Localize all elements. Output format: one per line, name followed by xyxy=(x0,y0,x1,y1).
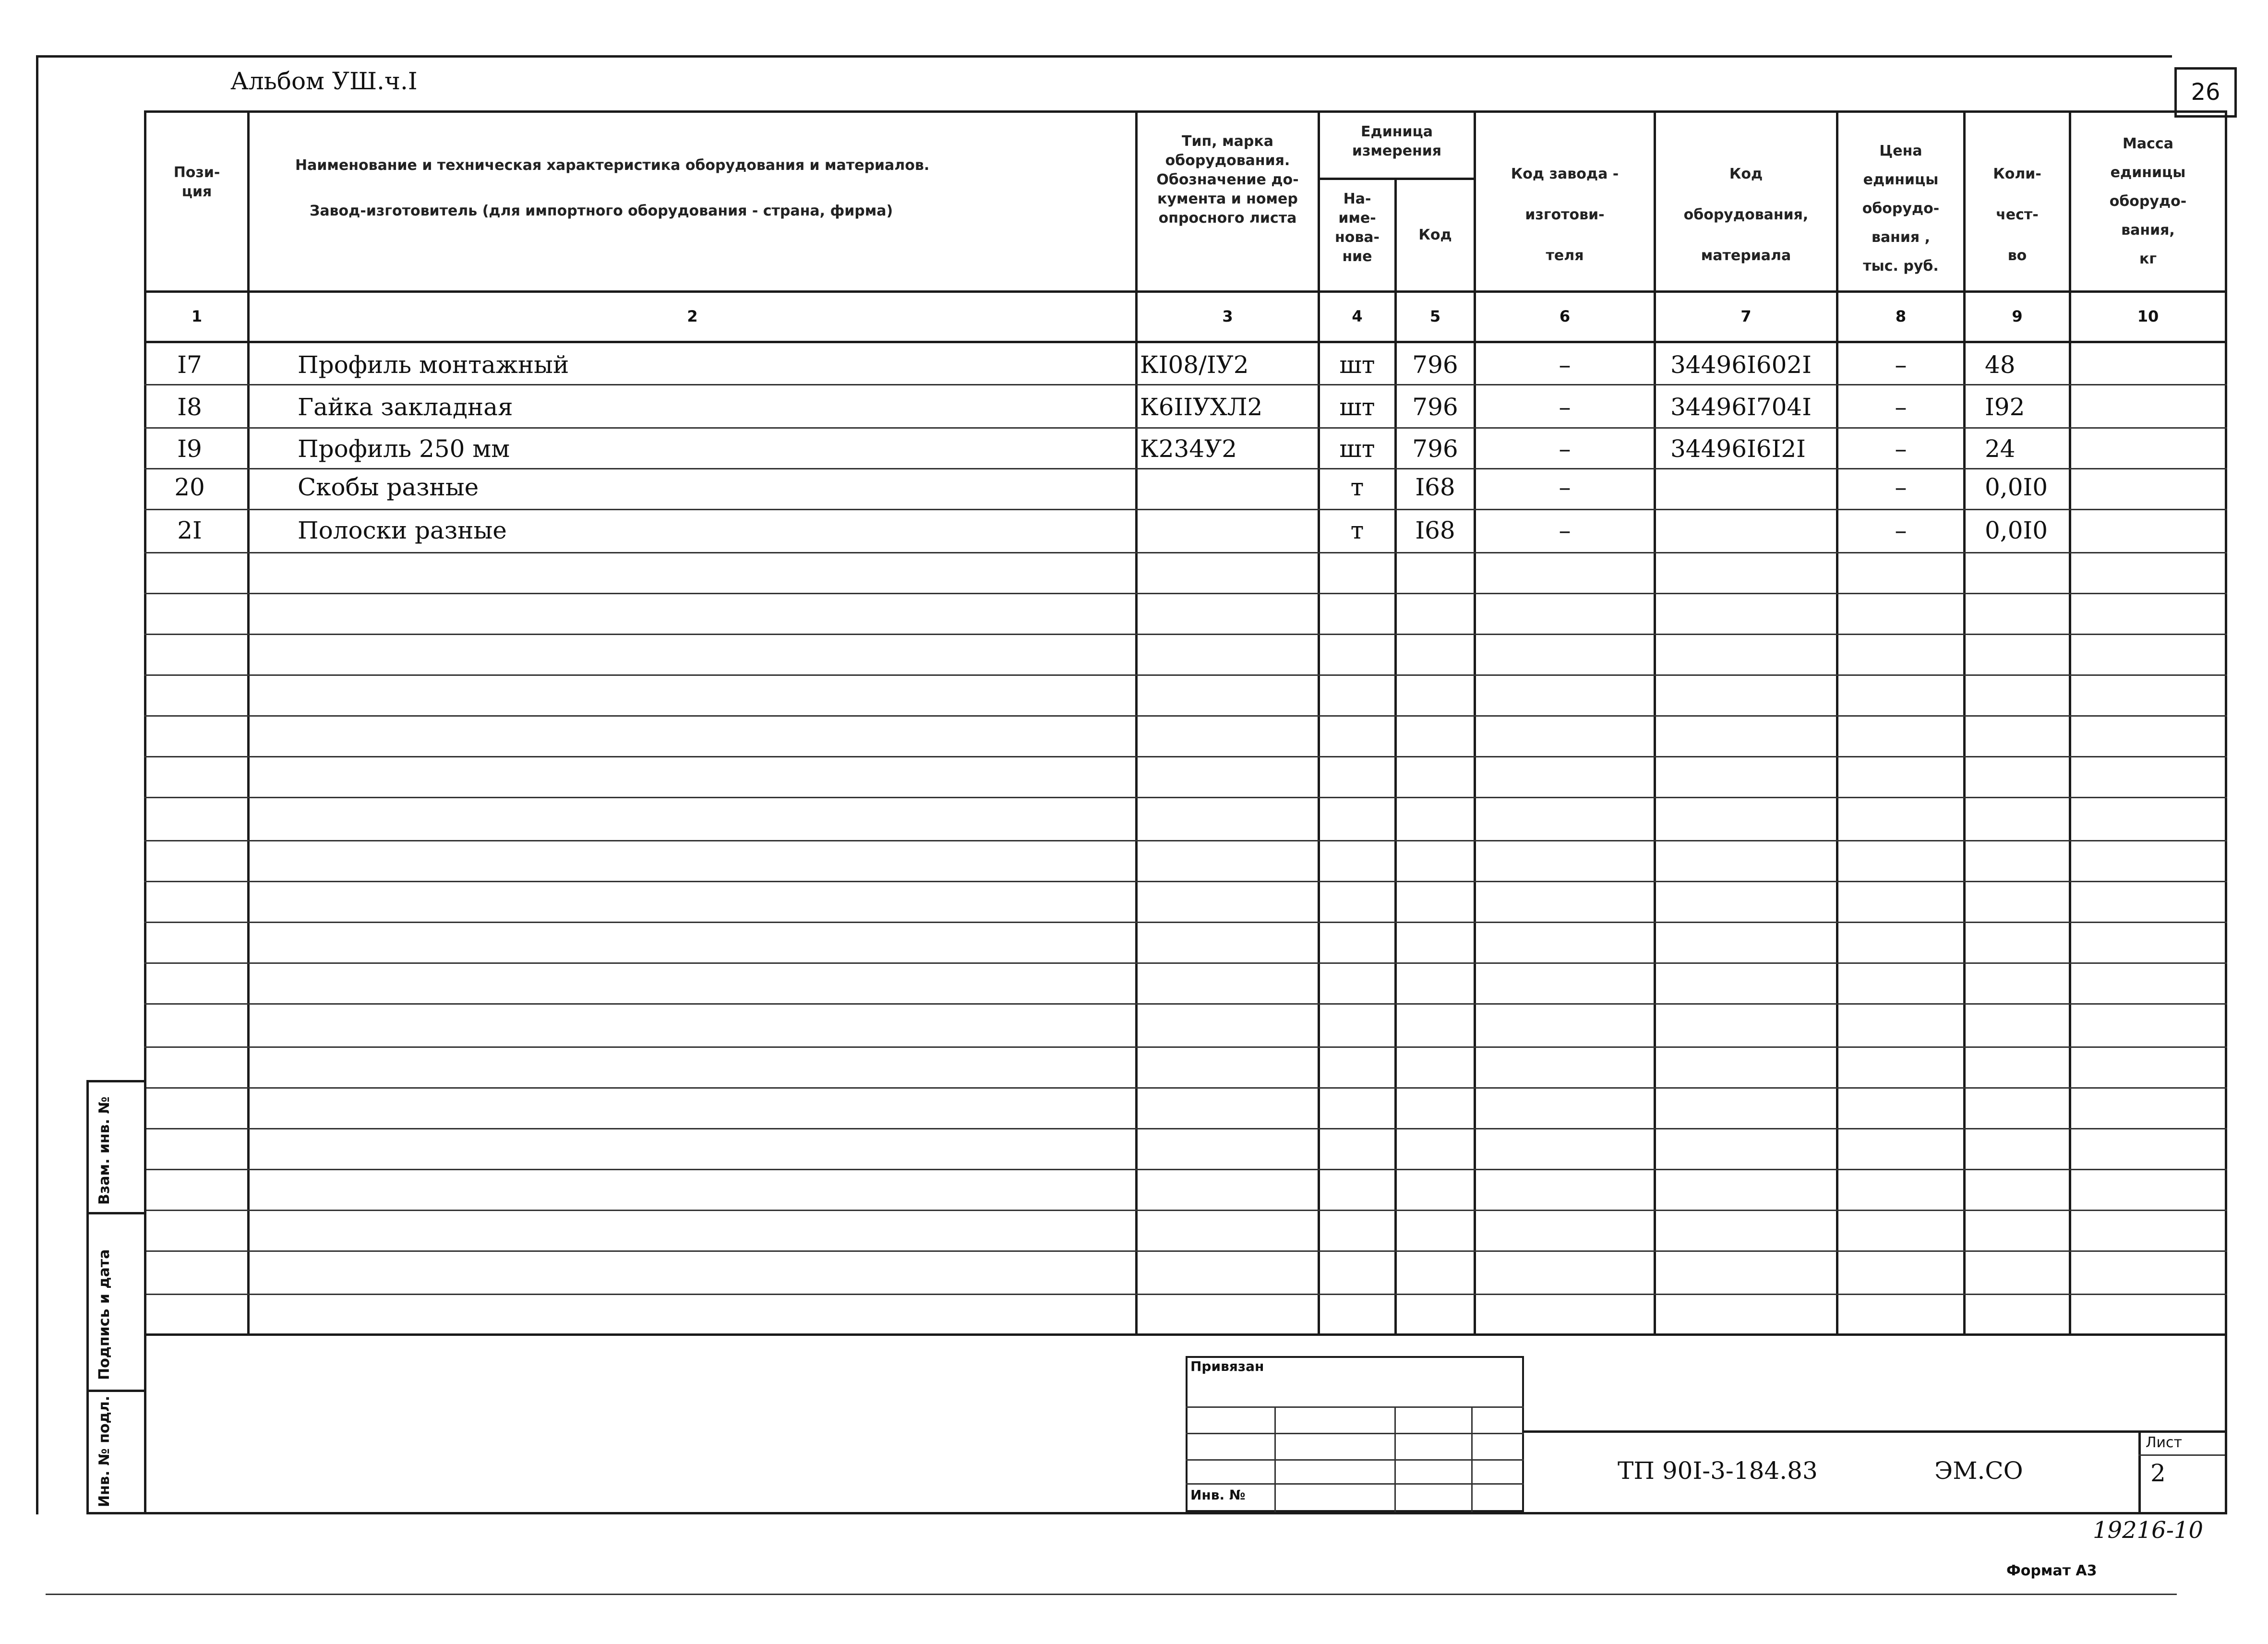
cell-price: – xyxy=(1895,393,1907,421)
header-equipment-code: Код оборудования, материала xyxy=(1683,166,1809,264)
col-divider-3 xyxy=(1318,110,1320,1334)
sheet-number: 2 xyxy=(2150,1459,2166,1487)
col-divider-5 xyxy=(1474,110,1476,1334)
cell-position: I7 xyxy=(177,351,202,379)
side-block-divider-1 xyxy=(86,1212,146,1214)
row-line xyxy=(144,881,2227,882)
document-code: ТП 90I-3-184.83 xyxy=(1618,1457,1818,1485)
cell-name: Скобы разные xyxy=(298,473,479,501)
cell-quantity: 0,0I0 xyxy=(1985,473,2048,501)
row-line xyxy=(144,1046,2227,1048)
sheet-box-divider xyxy=(2138,1454,2225,1456)
cell-unit: шт xyxy=(1339,351,1375,379)
header-unit-name: На- име- нова- ние xyxy=(1334,191,1380,265)
table-bottom xyxy=(144,1333,2227,1336)
cell-factory-code: – xyxy=(1559,435,1571,463)
side-block-top xyxy=(86,1080,146,1082)
col-number-8: 8 xyxy=(1895,307,1907,325)
col-divider-1 xyxy=(247,110,250,1334)
col-divider-7 xyxy=(1836,110,1838,1334)
row-line xyxy=(144,552,2227,553)
cell-quantity: 48 xyxy=(1985,351,2016,379)
cell-unit-code: 796 xyxy=(1412,351,1458,379)
handwritten-number: 19216-10 xyxy=(2093,1517,2203,1544)
cell-type: К6IIУХЛ2 xyxy=(1140,393,1263,421)
header-name-line2: Завод-изготовитель (для импортного оборудования - страна, фирма) xyxy=(310,203,893,219)
row-line xyxy=(144,674,2227,676)
stamp-line xyxy=(1186,1433,1524,1434)
sheet-code: ЭМ.СО xyxy=(1934,1457,2023,1485)
row-line xyxy=(144,840,2227,841)
stamp-line xyxy=(1186,1483,1524,1485)
side-label-vzam: Взам. инв. № xyxy=(96,1096,113,1205)
stamp-line xyxy=(1186,1459,1524,1461)
row-line xyxy=(144,1003,2227,1005)
col-number-5: 5 xyxy=(1429,307,1441,325)
row-line xyxy=(144,427,2227,429)
cell-price: – xyxy=(1895,351,1907,379)
header-type: Тип, марка оборудования. Обозначение до- кумента и номер опросного листа xyxy=(1156,133,1299,227)
header-price: Цена единицы оборудо- вания , тыс. руб. xyxy=(1862,143,1940,275)
side-label-podpis: Подпись и дата xyxy=(96,1249,113,1380)
col-divider-9 xyxy=(2069,110,2071,1334)
stamp-col xyxy=(1274,1406,1276,1512)
cell-price: – xyxy=(1895,473,1907,501)
col-number-3: 3 xyxy=(1222,307,1233,325)
row-line xyxy=(144,715,2227,717)
cell-name: Профиль монтажный xyxy=(298,351,569,379)
cell-position: 20 xyxy=(174,473,205,501)
cell-equipment-code: 34496I704I xyxy=(1670,393,1812,421)
row-line xyxy=(144,1169,2227,1170)
col-number-1: 1 xyxy=(191,307,203,325)
row-line xyxy=(144,797,2227,798)
col-number-9: 9 xyxy=(2012,307,2023,325)
header-position: Пози- ция xyxy=(173,164,220,200)
cell-position: I8 xyxy=(177,393,202,421)
col-divider-2 xyxy=(1135,110,1138,1334)
cell-unit-code: 796 xyxy=(1412,435,1458,463)
col-divider-8 xyxy=(1963,110,1966,1334)
row-line xyxy=(144,1294,2227,1295)
cell-unit-code: I68 xyxy=(1415,473,1455,501)
bottom-trim-line xyxy=(46,1594,2177,1595)
cell-factory-code: – xyxy=(1559,393,1571,421)
format-label: Формат А3 xyxy=(2006,1562,2097,1579)
row-line xyxy=(144,634,2227,635)
cell-name: Гайка закладная xyxy=(298,393,513,421)
outer-frame-top xyxy=(36,55,2172,58)
header-mass: Масса единицы оборудо- вания, кг xyxy=(2109,135,2187,267)
row-line xyxy=(144,1210,2227,1211)
stamp-inv-no: Инв. № xyxy=(1190,1487,1246,1503)
side-label-inv: Инв. № подл. xyxy=(96,1395,113,1507)
cell-position: 2I xyxy=(177,516,202,544)
cell-factory-code: – xyxy=(1559,473,1571,501)
cell-unit: т xyxy=(1350,473,1364,501)
col-number-10: 10 xyxy=(2137,307,2159,325)
cell-quantity: I92 xyxy=(1985,393,2025,421)
row-line xyxy=(144,1250,2227,1252)
numbers-row-bottom xyxy=(144,341,2227,343)
header-factory-code: Код завода - изготови- теля xyxy=(1511,166,1619,264)
row-line xyxy=(144,384,2227,385)
cell-factory-code: – xyxy=(1559,516,1571,544)
row-line xyxy=(144,593,2227,594)
col-number-6: 6 xyxy=(1559,307,1571,325)
row-line xyxy=(144,756,2227,757)
side-block-right xyxy=(144,1080,146,1514)
album-title: Альбом УШ.ч.I xyxy=(230,67,418,95)
header-quantity: Коли- чест- во xyxy=(1993,166,2041,264)
col-number-4: 4 xyxy=(1352,307,1363,325)
col-number-2: 2 xyxy=(687,307,698,325)
cell-unit: шт xyxy=(1339,435,1375,463)
stamp-privyazan: Привязан xyxy=(1190,1358,1264,1374)
sheet-box-left xyxy=(2138,1430,2141,1512)
stamp-line xyxy=(1186,1406,1524,1408)
title-block-top xyxy=(1524,1430,2227,1433)
cell-type: К234У2 xyxy=(1140,435,1237,463)
cell-equipment-code: 34496I602I xyxy=(1670,351,1812,379)
table-frame-top xyxy=(144,110,2227,113)
header-unit-code: Код xyxy=(1418,227,1452,243)
table-frame-right xyxy=(2225,110,2227,1512)
side-block-divider-2 xyxy=(86,1390,146,1392)
cell-price: – xyxy=(1895,435,1907,463)
row-line xyxy=(144,1087,2227,1089)
cell-name: Профиль 250 мм xyxy=(298,435,510,463)
stamp-col xyxy=(1471,1406,1473,1512)
cell-name: Полоски разные xyxy=(298,516,507,544)
row-line xyxy=(144,1128,2227,1129)
cell-quantity: 0,0I0 xyxy=(1985,516,2048,544)
cell-unit: т xyxy=(1350,516,1364,544)
unit-group-divider xyxy=(1318,178,1476,180)
cell-quantity: 24 xyxy=(1985,435,2016,463)
header-unit-group: Единица измерения xyxy=(1352,123,1442,159)
cell-type: КI08/IУ2 xyxy=(1140,351,1249,379)
cell-equipment-code: 34496I6I2I xyxy=(1670,435,1806,463)
header-bottom xyxy=(144,290,2227,293)
row-line xyxy=(144,509,2227,510)
cell-price: – xyxy=(1895,516,1907,544)
side-block-left xyxy=(86,1080,89,1514)
cell-unit: шт xyxy=(1339,393,1375,421)
frame-bottom xyxy=(86,1512,2227,1514)
row-line xyxy=(144,962,2227,964)
row-line xyxy=(144,922,2227,923)
cell-position: I9 xyxy=(177,435,202,463)
col-number-7: 7 xyxy=(1740,307,1752,325)
outer-frame-left xyxy=(36,55,38,1514)
cell-factory-code: – xyxy=(1559,351,1571,379)
page-number: 26 xyxy=(2174,67,2237,118)
cell-unit-code: 796 xyxy=(1412,393,1458,421)
cell-unit-code: I68 xyxy=(1415,516,1455,544)
header-name-line1: Наименование и техническая характеристика оборудования и материалов. xyxy=(295,157,930,174)
col-divider-6 xyxy=(1654,110,1656,1334)
sheet-label: Лист xyxy=(2146,1434,2183,1451)
row-line xyxy=(144,468,2227,469)
stamp-col xyxy=(1394,1406,1396,1512)
